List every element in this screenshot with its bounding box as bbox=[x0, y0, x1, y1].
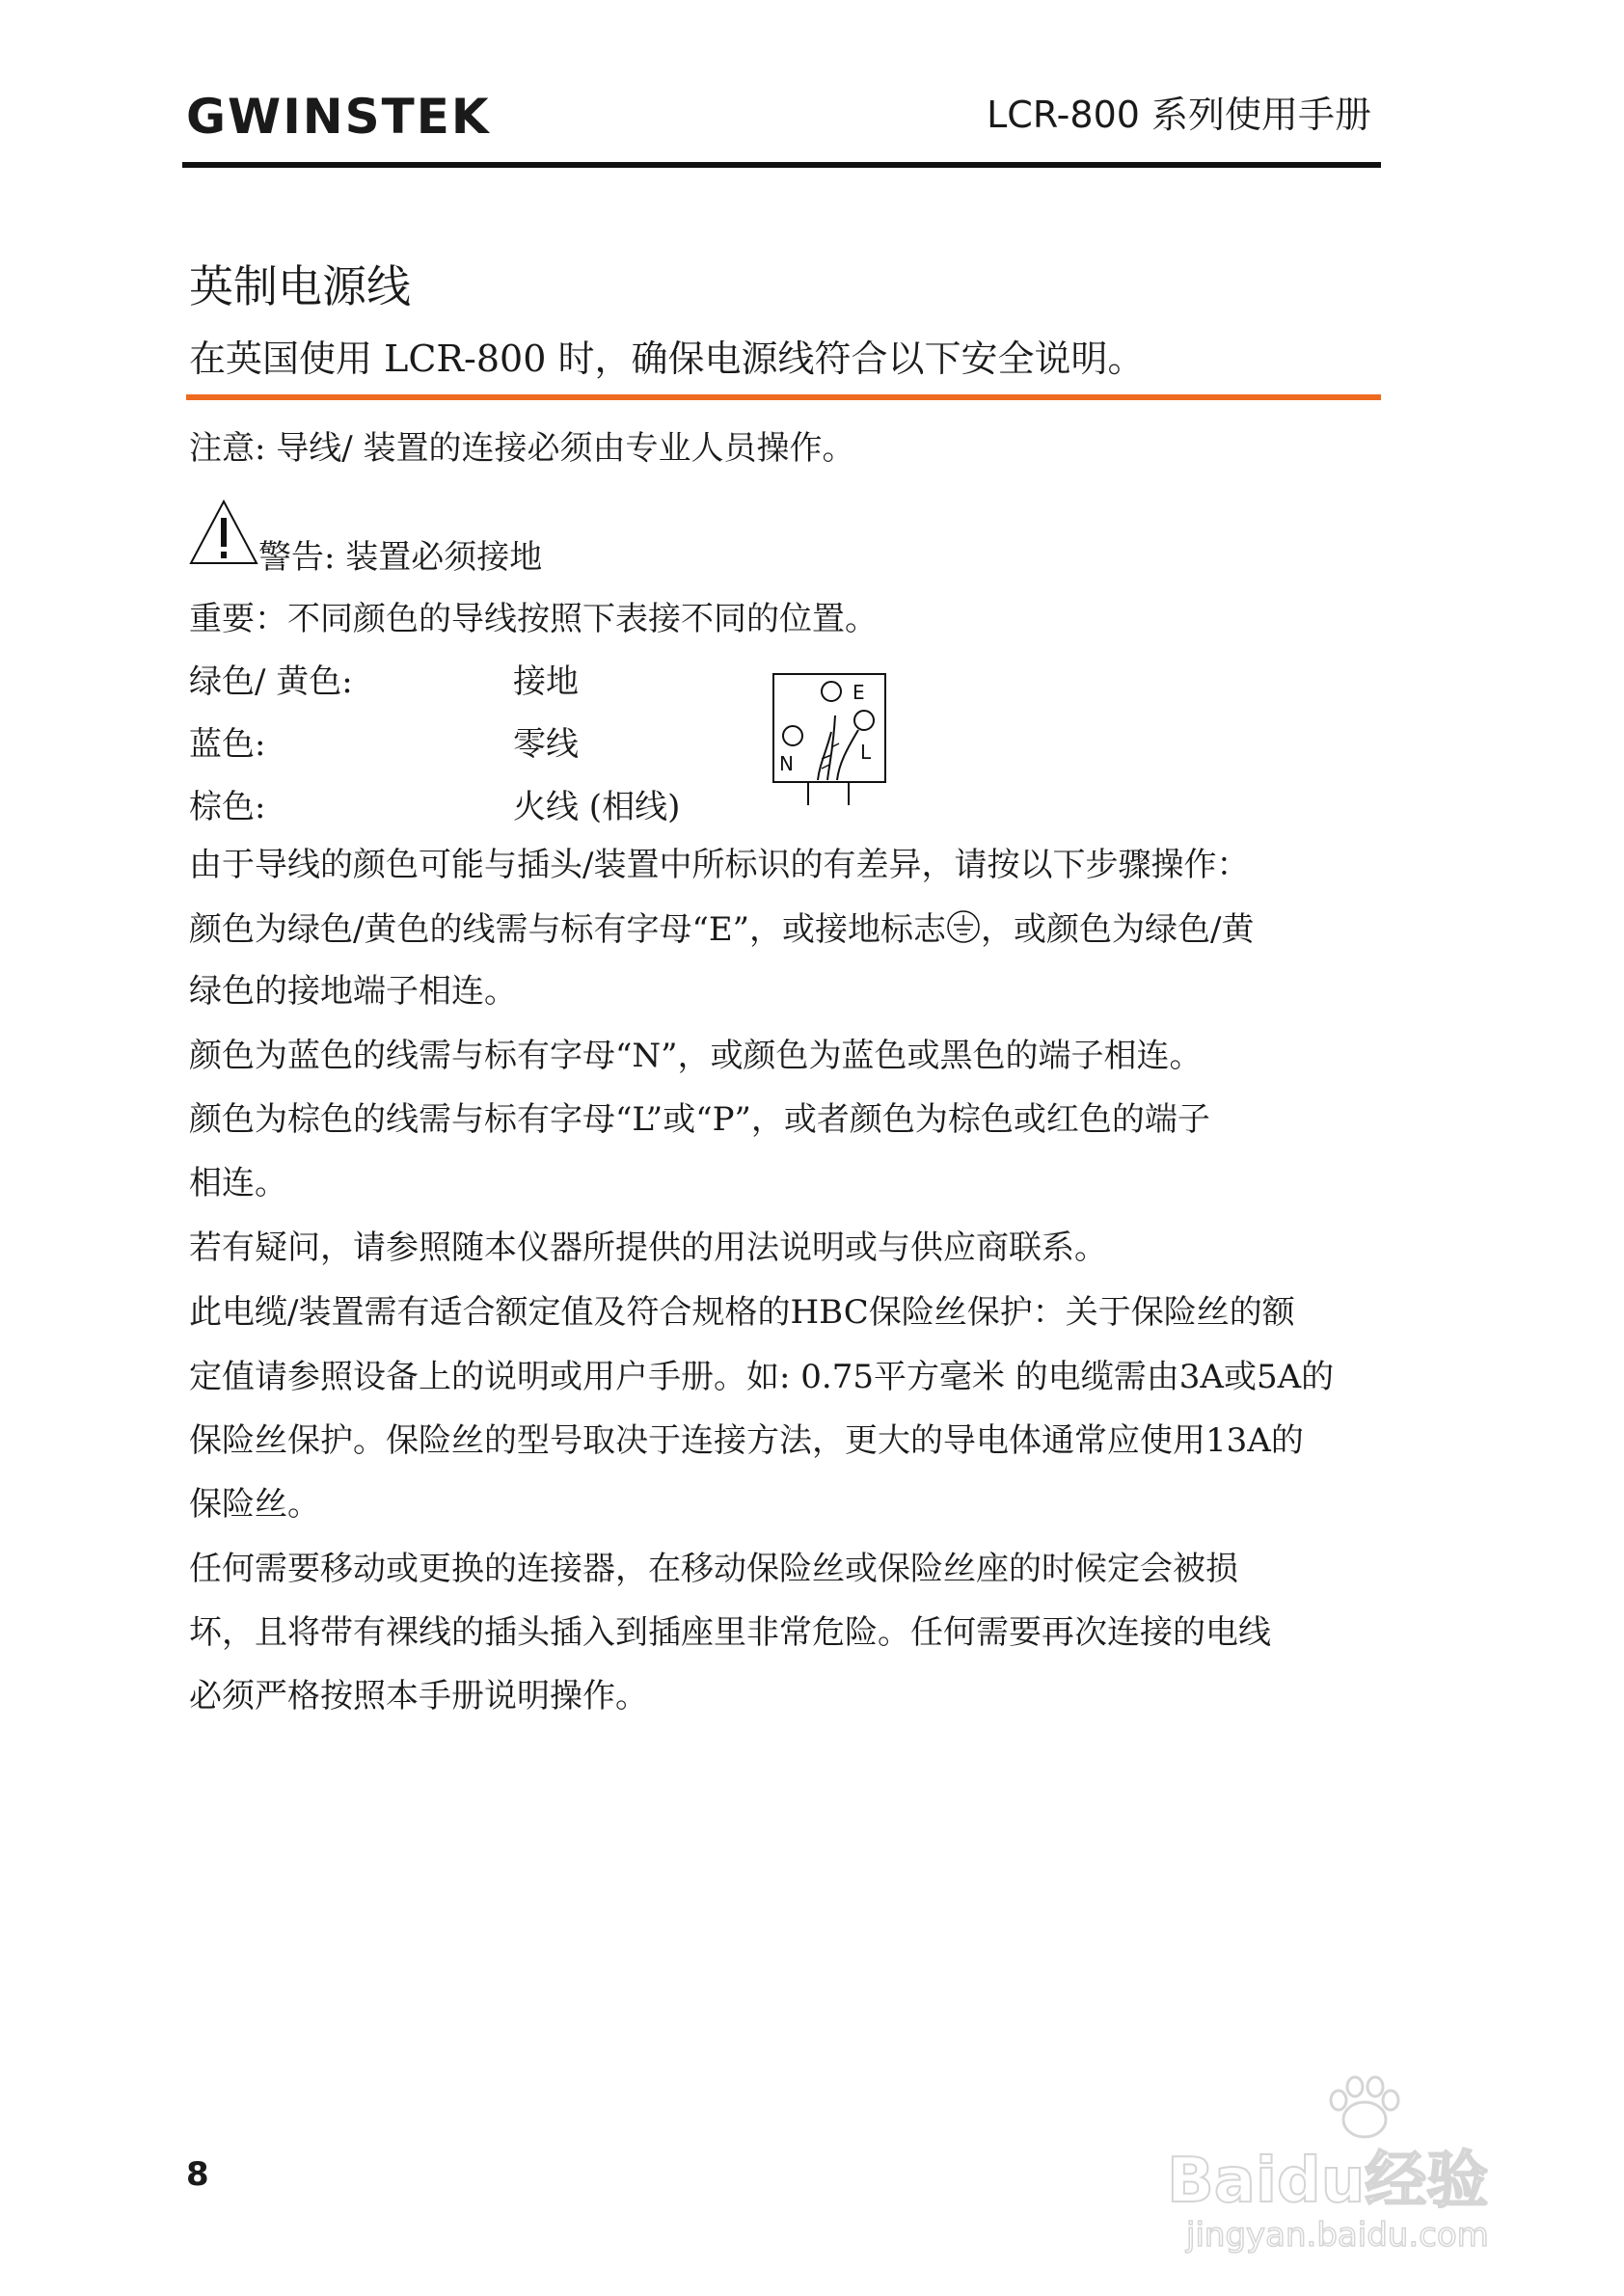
uk-plug-terminal-icon bbox=[771, 672, 889, 807]
paragraph-line: 定值请参照设备上的说明或用户手册。如: 0.75平方毫米 的电缆需由3A或5A的 bbox=[189, 1358, 1335, 1396]
paragraph-line: 此电缆/装置需有适合额定值及符合规格的HBC保险丝保护：关于保险丝的额 bbox=[189, 1293, 1295, 1332]
wire-color-brown: 棕色: bbox=[189, 788, 266, 826]
watermark-url: jingyan.baidu.com bbox=[1186, 2216, 1489, 2255]
important-text: 重要：不同颜色的导线按照下表接不同的位置。 bbox=[189, 600, 878, 638]
paragraph-line: 由于导线的颜色可能与插头/装置中所标识的有差异，请按以下步骤操作： bbox=[189, 846, 1250, 884]
section-divider bbox=[186, 394, 1381, 400]
paragraph-line: 坏，且将带有裸线的插头插入到插座里非常危险。任何需要再次连接的电线 bbox=[189, 1613, 1271, 1652]
section-intro: 在英国使用 LCR-800 时，确保电源线符合以下安全说明。 bbox=[189, 338, 1145, 380]
paragraph-line: 颜色为棕色的线需与标有字母“L”或“P”，或者颜色为棕色或红色的端子 bbox=[189, 1100, 1210, 1139]
paragraph-line: 保险丝。 bbox=[189, 1485, 320, 1524]
plug-label-earth: E bbox=[853, 681, 865, 704]
paragraph-segment: ，或颜色为绿色/黄 bbox=[981, 910, 1255, 949]
paragraph-line: 保险丝保护。保险丝的型号取决于连接方法，更大的导电体通常应使用13A的 bbox=[189, 1421, 1304, 1460]
paragraph-line bbox=[189, 909, 1255, 950]
earth-ground-icon bbox=[946, 909, 981, 944]
paragraph-line: 颜色为蓝色的线需与标有字母“N”，或颜色为蓝色或黑色的端子相连。 bbox=[189, 1037, 1203, 1075]
plug-label-neutral: N bbox=[779, 752, 794, 775]
header-divider bbox=[182, 162, 1381, 168]
wire-connection-earth: 接地 bbox=[513, 662, 579, 701]
paragraph-segment: 颜色为绿色/黄色的线需与标有字母“E”，或接地标志 bbox=[189, 910, 947, 949]
paragraph-line: 必须严格按照本手册说明操作。 bbox=[189, 1677, 648, 1715]
warning-triangle-icon bbox=[189, 499, 258, 566]
wire-color-blue: 蓝色: bbox=[189, 725, 266, 764]
manual-title: LCR-800 系列使用手册 bbox=[987, 94, 1371, 136]
section-title: 英制电源线 bbox=[189, 260, 411, 312]
watermark bbox=[1167, 2073, 1533, 2266]
brand-logo: GWINSTEK bbox=[186, 89, 491, 145]
paragraph-line: 若有疑问，请参照随本仪器所提供的用法说明或与供应商联系。 bbox=[189, 1229, 1107, 1267]
wire-connection-neutral: 零线 bbox=[513, 725, 579, 764]
paragraph-line: 绿色的接地端子相连。 bbox=[189, 972, 517, 1011]
paragraph-line: 相连。 bbox=[189, 1164, 287, 1202]
wire-connection-live: 火线 (相线) bbox=[513, 788, 681, 826]
wire-color-green-yellow: 绿色/ 黄色: bbox=[189, 662, 353, 701]
plug-label-live: L bbox=[860, 741, 872, 764]
paragraph-line: 任何需要移动或更换的连接器，在移动保险丝或保险丝座的时候定会被损 bbox=[189, 1550, 1238, 1588]
notice-text: 注意: 导线/ 装置的连接必须由专业人员操作。 bbox=[189, 429, 855, 468]
warning-text: 警告: 装置必须接地 bbox=[258, 538, 543, 577]
page-number: 8 bbox=[186, 2155, 209, 2194]
watermark-text: Baidu经验 bbox=[1167, 2146, 1489, 2217]
